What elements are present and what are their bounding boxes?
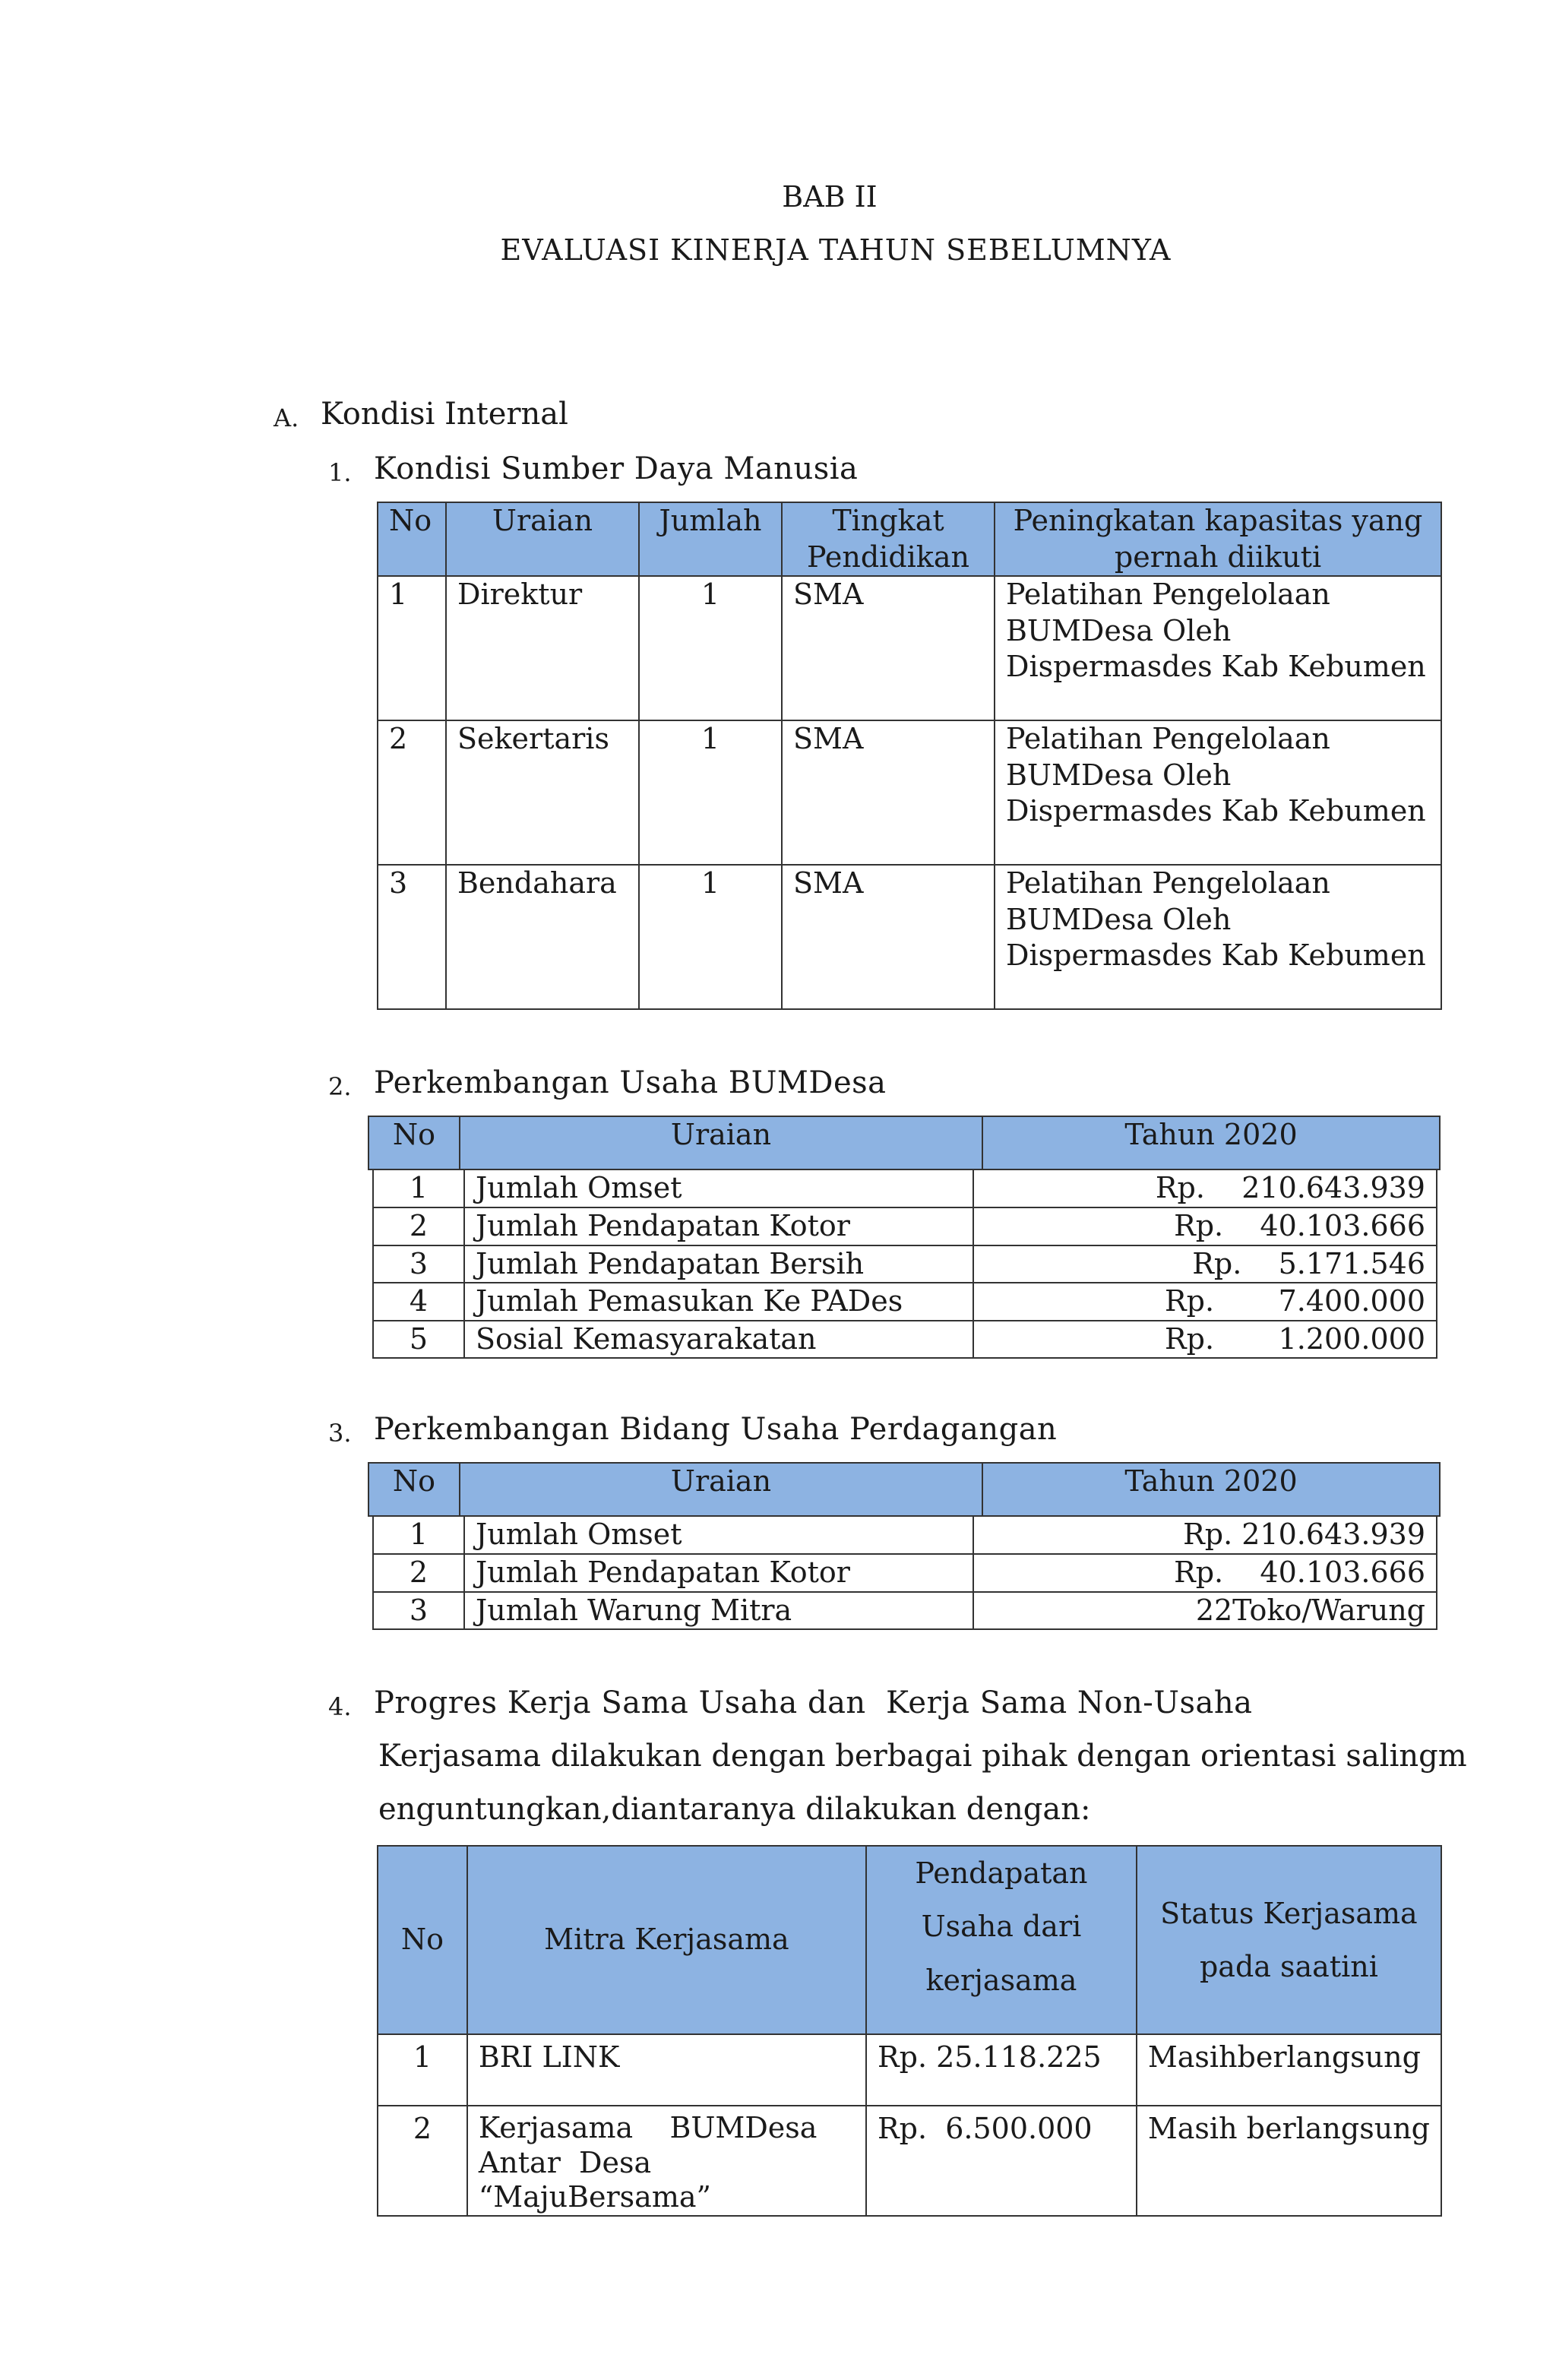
sdm-cell-jumlah: 1 <box>639 865 782 1009</box>
sdm-cell-jumlah: 1 <box>639 576 782 720</box>
perdagangan-cell-no: 2 <box>373 1554 464 1592</box>
perdagangan-table-header <box>368 1462 1441 1517</box>
usaha-table-header <box>368 1116 1441 1170</box>
kerjasama-cell-status: Masihberlangsung <box>1137 2034 1441 2106</box>
chapter-heading: BAB II <box>782 180 878 214</box>
usaha-cell-no: 5 <box>373 1321 464 1359</box>
usaha-cell-value: Rp. 5.171.546 <box>973 1245 1437 1283</box>
sdm-header-pendidikan: Tingkat Pendidikan <box>782 502 995 576</box>
section-a-marker: A. <box>274 404 299 432</box>
usaha-cell-value: Rp. 1.200.000 <box>973 1321 1437 1359</box>
kerjasama-cell-mitra: BRI LINK <box>467 2034 866 2106</box>
perdagangan-cell-uraian: Jumlah Omset <box>464 1516 973 1554</box>
usaha-cell-no: 3 <box>373 1245 464 1283</box>
table-row <box>373 1592 1437 1630</box>
section-a-title: Kondisi Internal <box>321 397 568 432</box>
sdm-header-uraian: Uraian <box>446 502 639 576</box>
kerjasama-cell-no: 2 <box>378 2106 467 2216</box>
usaha-header-no: No <box>368 1116 460 1169</box>
usaha-cell-value: Rp. 210.643.939 <box>973 1169 1437 1207</box>
table-row <box>373 1245 1437 1283</box>
kerjasama-cell-no: 1 <box>378 2034 467 2106</box>
usaha-header-uraian: Uraian <box>460 1116 982 1169</box>
perdagangan-cell-no: 1 <box>373 1516 464 1554</box>
usaha-cell-uraian: Jumlah Omset <box>464 1169 973 1207</box>
sub2-marker: 2. <box>328 1072 352 1101</box>
sdm-header-no: No <box>378 502 446 576</box>
perdagangan-header-uraian: Uraian <box>460 1463 982 1516</box>
sdm-cell-pendidikan: SMA <box>782 720 995 865</box>
sdm-cell-pendidikan: SMA <box>782 865 995 1009</box>
sub3-marker: 3. <box>328 1419 352 1448</box>
perdagangan-cell-uraian: Jumlah Pendapatan Kotor <box>464 1554 973 1592</box>
usaha-cell-value: Rp. 40.103.666 <box>973 1207 1437 1245</box>
sdm-cell-pelatihan: Pelatihan Pengelolaan BUMDesa Oleh Dispermasdes Kab Kebumen <box>995 865 1441 1009</box>
table-row <box>373 1516 1437 1554</box>
sdm-table <box>377 502 1442 1010</box>
paragraph-line-1: Kerjasama dilakukan dengan berbagai pihak dengan orientasi salingm <box>378 1739 1467 1774</box>
perdagangan-table <box>372 1515 1437 1630</box>
kerjasama-cell-pendapatan: Rp. 6.500.000 <box>866 2106 1137 2216</box>
sdm-header-pelatihan: Peningkatan kapasitas yang pernah diikuti <box>995 502 1441 576</box>
sub2-title: Perkembangan Usaha BUMDesa <box>374 1065 887 1100</box>
paragraph-line-2: enguntungkan,diantaranya dilakukan dengan: <box>378 1792 1091 1827</box>
perdagangan-cell-value: Rp. 40.103.666 <box>973 1554 1437 1592</box>
chapter-title: EVALUASI KINERJA TAHUN SEBELUMNYA <box>500 233 1172 267</box>
usaha-cell-no: 4 <box>373 1283 464 1321</box>
table-row <box>378 2034 1441 2106</box>
sdm-cell-uraian: Direktur <box>446 576 639 720</box>
sdm-cell-pendidikan: SMA <box>782 576 995 720</box>
table-row <box>373 1554 1437 1592</box>
sdm-cell-jumlah: 1 <box>639 720 782 865</box>
kerjasama-header-pendapatan: Pendapatan Usaha dari kerjasama <box>866 1846 1137 2034</box>
kerjasama-cell-mitra: Kerjasama BUMDesa Antar Desa “MajuBersama” <box>467 2106 866 2216</box>
kerjasama-header-no: No <box>378 1846 467 2034</box>
sub1-marker: 1. <box>328 458 352 487</box>
table-row <box>378 2106 1441 2216</box>
table-row <box>373 1207 1437 1245</box>
usaha-cell-no: 1 <box>373 1169 464 1207</box>
kerjasama-table <box>377 1845 1442 2217</box>
perdagangan-cell-no: 3 <box>373 1592 464 1630</box>
usaha-header-tahun: Tahun 2020 <box>982 1116 1440 1169</box>
sdm-cell-no: 1 <box>378 576 446 720</box>
usaha-cell-uraian: Sosial Kemasyarakatan <box>464 1321 973 1359</box>
sub4-title: Progres Kerja Sama Usaha dan Kerja Sama Non-Usaha <box>374 1685 1253 1720</box>
table-row <box>373 1321 1437 1359</box>
sdm-header-jumlah: Jumlah <box>639 502 782 576</box>
kerjasama-cell-status: Masih berlangsung <box>1137 2106 1441 2216</box>
kerjasama-header-mitra: Mitra Kerjasama <box>467 1846 866 2034</box>
sdm-cell-uraian: Bendahara <box>446 865 639 1009</box>
sub4-marker: 4. <box>328 1692 352 1721</box>
table-row <box>373 1283 1437 1321</box>
kerjasama-header-status: Status Kerjasama pada saatini <box>1137 1846 1441 2034</box>
perdagangan-cell-value: 22Toko/Warung <box>973 1592 1437 1630</box>
table-row <box>378 576 1441 720</box>
usaha-table <box>372 1169 1437 1359</box>
table-row <box>378 720 1441 865</box>
sub3-title: Perkembangan Bidang Usaha Perdagangan <box>374 1412 1058 1447</box>
perdagangan-cell-uraian: Jumlah Warung Mitra <box>464 1592 973 1630</box>
sdm-cell-uraian: Sekertaris <box>446 720 639 865</box>
usaha-cell-no: 2 <box>373 1207 464 1245</box>
perdagangan-header-tahun: Tahun 2020 <box>982 1463 1440 1516</box>
usaha-cell-uraian: Jumlah Pemasukan Ke PADes <box>464 1283 973 1321</box>
sdm-cell-pelatihan: Pelatihan Pengelolaan BUMDesa Oleh Dispermasdes Kab Kebumen <box>995 720 1441 865</box>
kerjasama-cell-pendapatan: Rp. 25.118.225 <box>866 2034 1137 2106</box>
sdm-cell-no: 3 <box>378 865 446 1009</box>
sdm-cell-pelatihan: Pelatihan Pengelolaan BUMDesa Oleh Dispermasdes Kab Kebumen <box>995 576 1441 720</box>
usaha-cell-uraian: Jumlah Pendapatan Kotor <box>464 1207 973 1245</box>
perdagangan-cell-value: Rp. 210.643.939 <box>973 1516 1437 1554</box>
table-row <box>378 865 1441 1009</box>
usaha-cell-uraian: Jumlah Pendapatan Bersih <box>464 1245 973 1283</box>
perdagangan-header-no: No <box>368 1463 460 1516</box>
usaha-cell-value: Rp. 7.400.000 <box>973 1283 1437 1321</box>
sub1-title: Kondisi Sumber Daya Manusia <box>374 451 859 486</box>
sdm-cell-no: 2 <box>378 720 446 865</box>
table-row <box>373 1169 1437 1207</box>
